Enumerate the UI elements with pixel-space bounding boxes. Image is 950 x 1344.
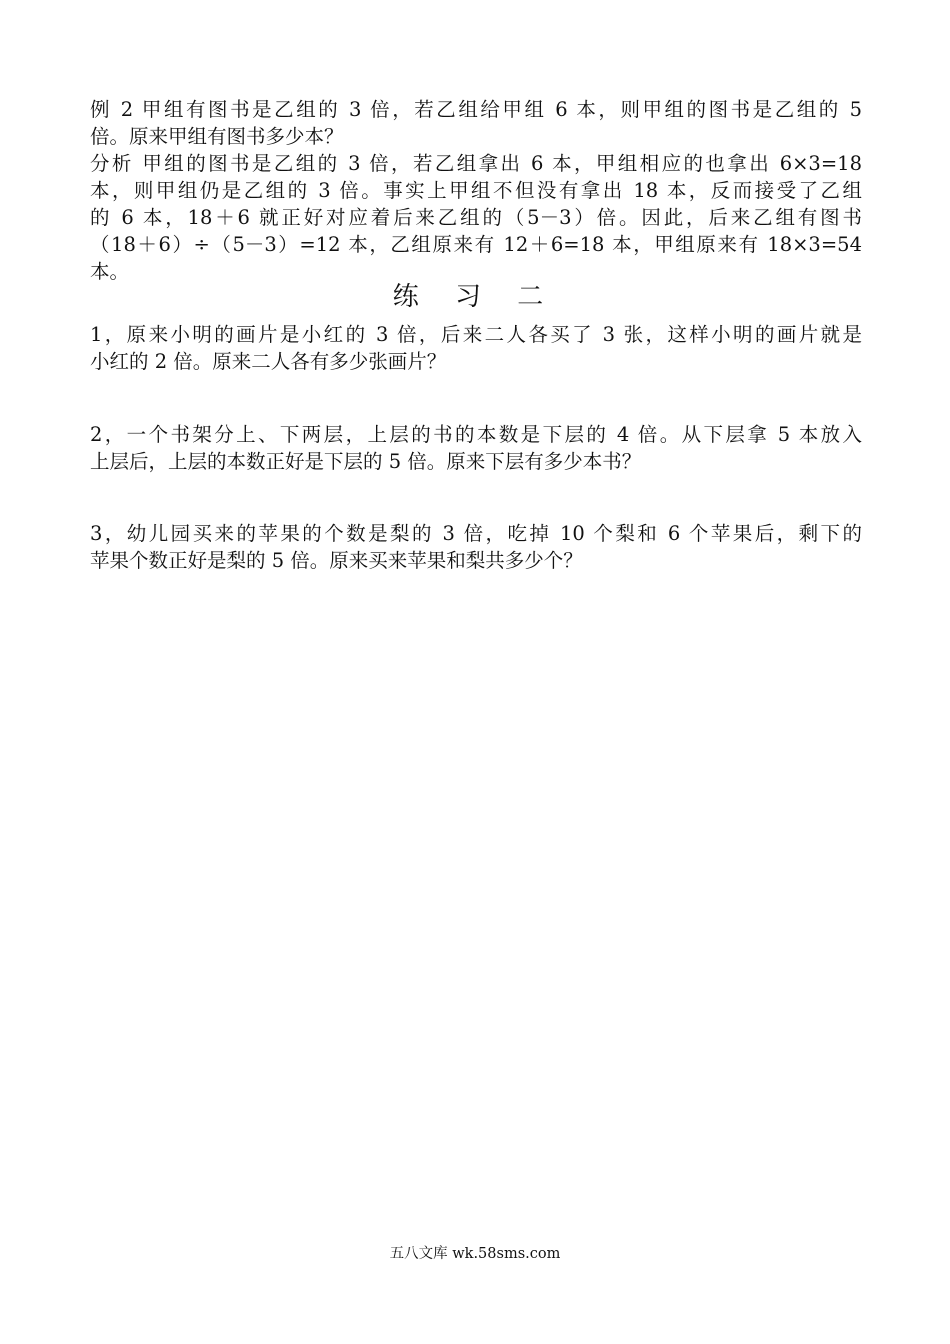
analysis-line: 本。 [90, 260, 130, 283]
exercise-line: 苹果个数正好是梨的 5 倍。原来买来苹果和梨共多少个？ [90, 549, 583, 572]
example-2-paragraph [90, 96, 862, 285]
exercise-3 [90, 520, 862, 574]
analysis-line: 本，则甲组仍是乙组的 3 倍。事实上甲组不但没有拿出 18 本，反而接受了乙组 [90, 179, 862, 202]
analysis-line: （18＋6）÷（5－3）=12 本，乙组原来有 12＋6=18 本，甲组原来有 18×3=54 [90, 233, 862, 256]
exercise-line: 3，幼儿园买来的苹果的个数是梨的 3 倍，吃掉 10 个梨和 6 个苹果后，剩下的 [90, 522, 862, 545]
example-line: 例 2 甲组有图书是乙组的 3 倍，若乙组给甲组 6 本，则甲组的图书是乙组的 5 [90, 98, 862, 121]
exercise-1 [90, 321, 862, 375]
exercise-line: 上层后，上层的本数正好是下层的 5 倍。原来下层有多少本书？ [90, 450, 642, 473]
page-footer: 五八文库 wk.58sms.com [389, 1246, 561, 1262]
exercise-line: 2，一个书架分上、下两层，上层的书的本数是下层的 4 倍。从下层拿 5 本放入 [90, 423, 862, 446]
exercise-line: 小红的 2 倍。原来二人各有多少张画片？ [90, 350, 447, 373]
analysis-line: 分析 甲组的图书是乙组的 3 倍，若乙组拿出 6 本，甲组相应的也拿出 6×3=18 [90, 152, 862, 175]
exercise-2 [90, 421, 862, 475]
example-line: 倍。原来甲组有图书多少本？ [90, 125, 344, 148]
analysis-line: 的 6 本，18＋6 就正好对应着后来乙组的（5－3）倍。因此，后来乙组有图书 [90, 206, 862, 229]
section-title: 练 习 二 [392, 282, 558, 312]
exercise-line: 1，原来小明的画片是小红的 3 倍，后来二人各买了 3 张，这样小明的画片就是 [90, 323, 862, 346]
